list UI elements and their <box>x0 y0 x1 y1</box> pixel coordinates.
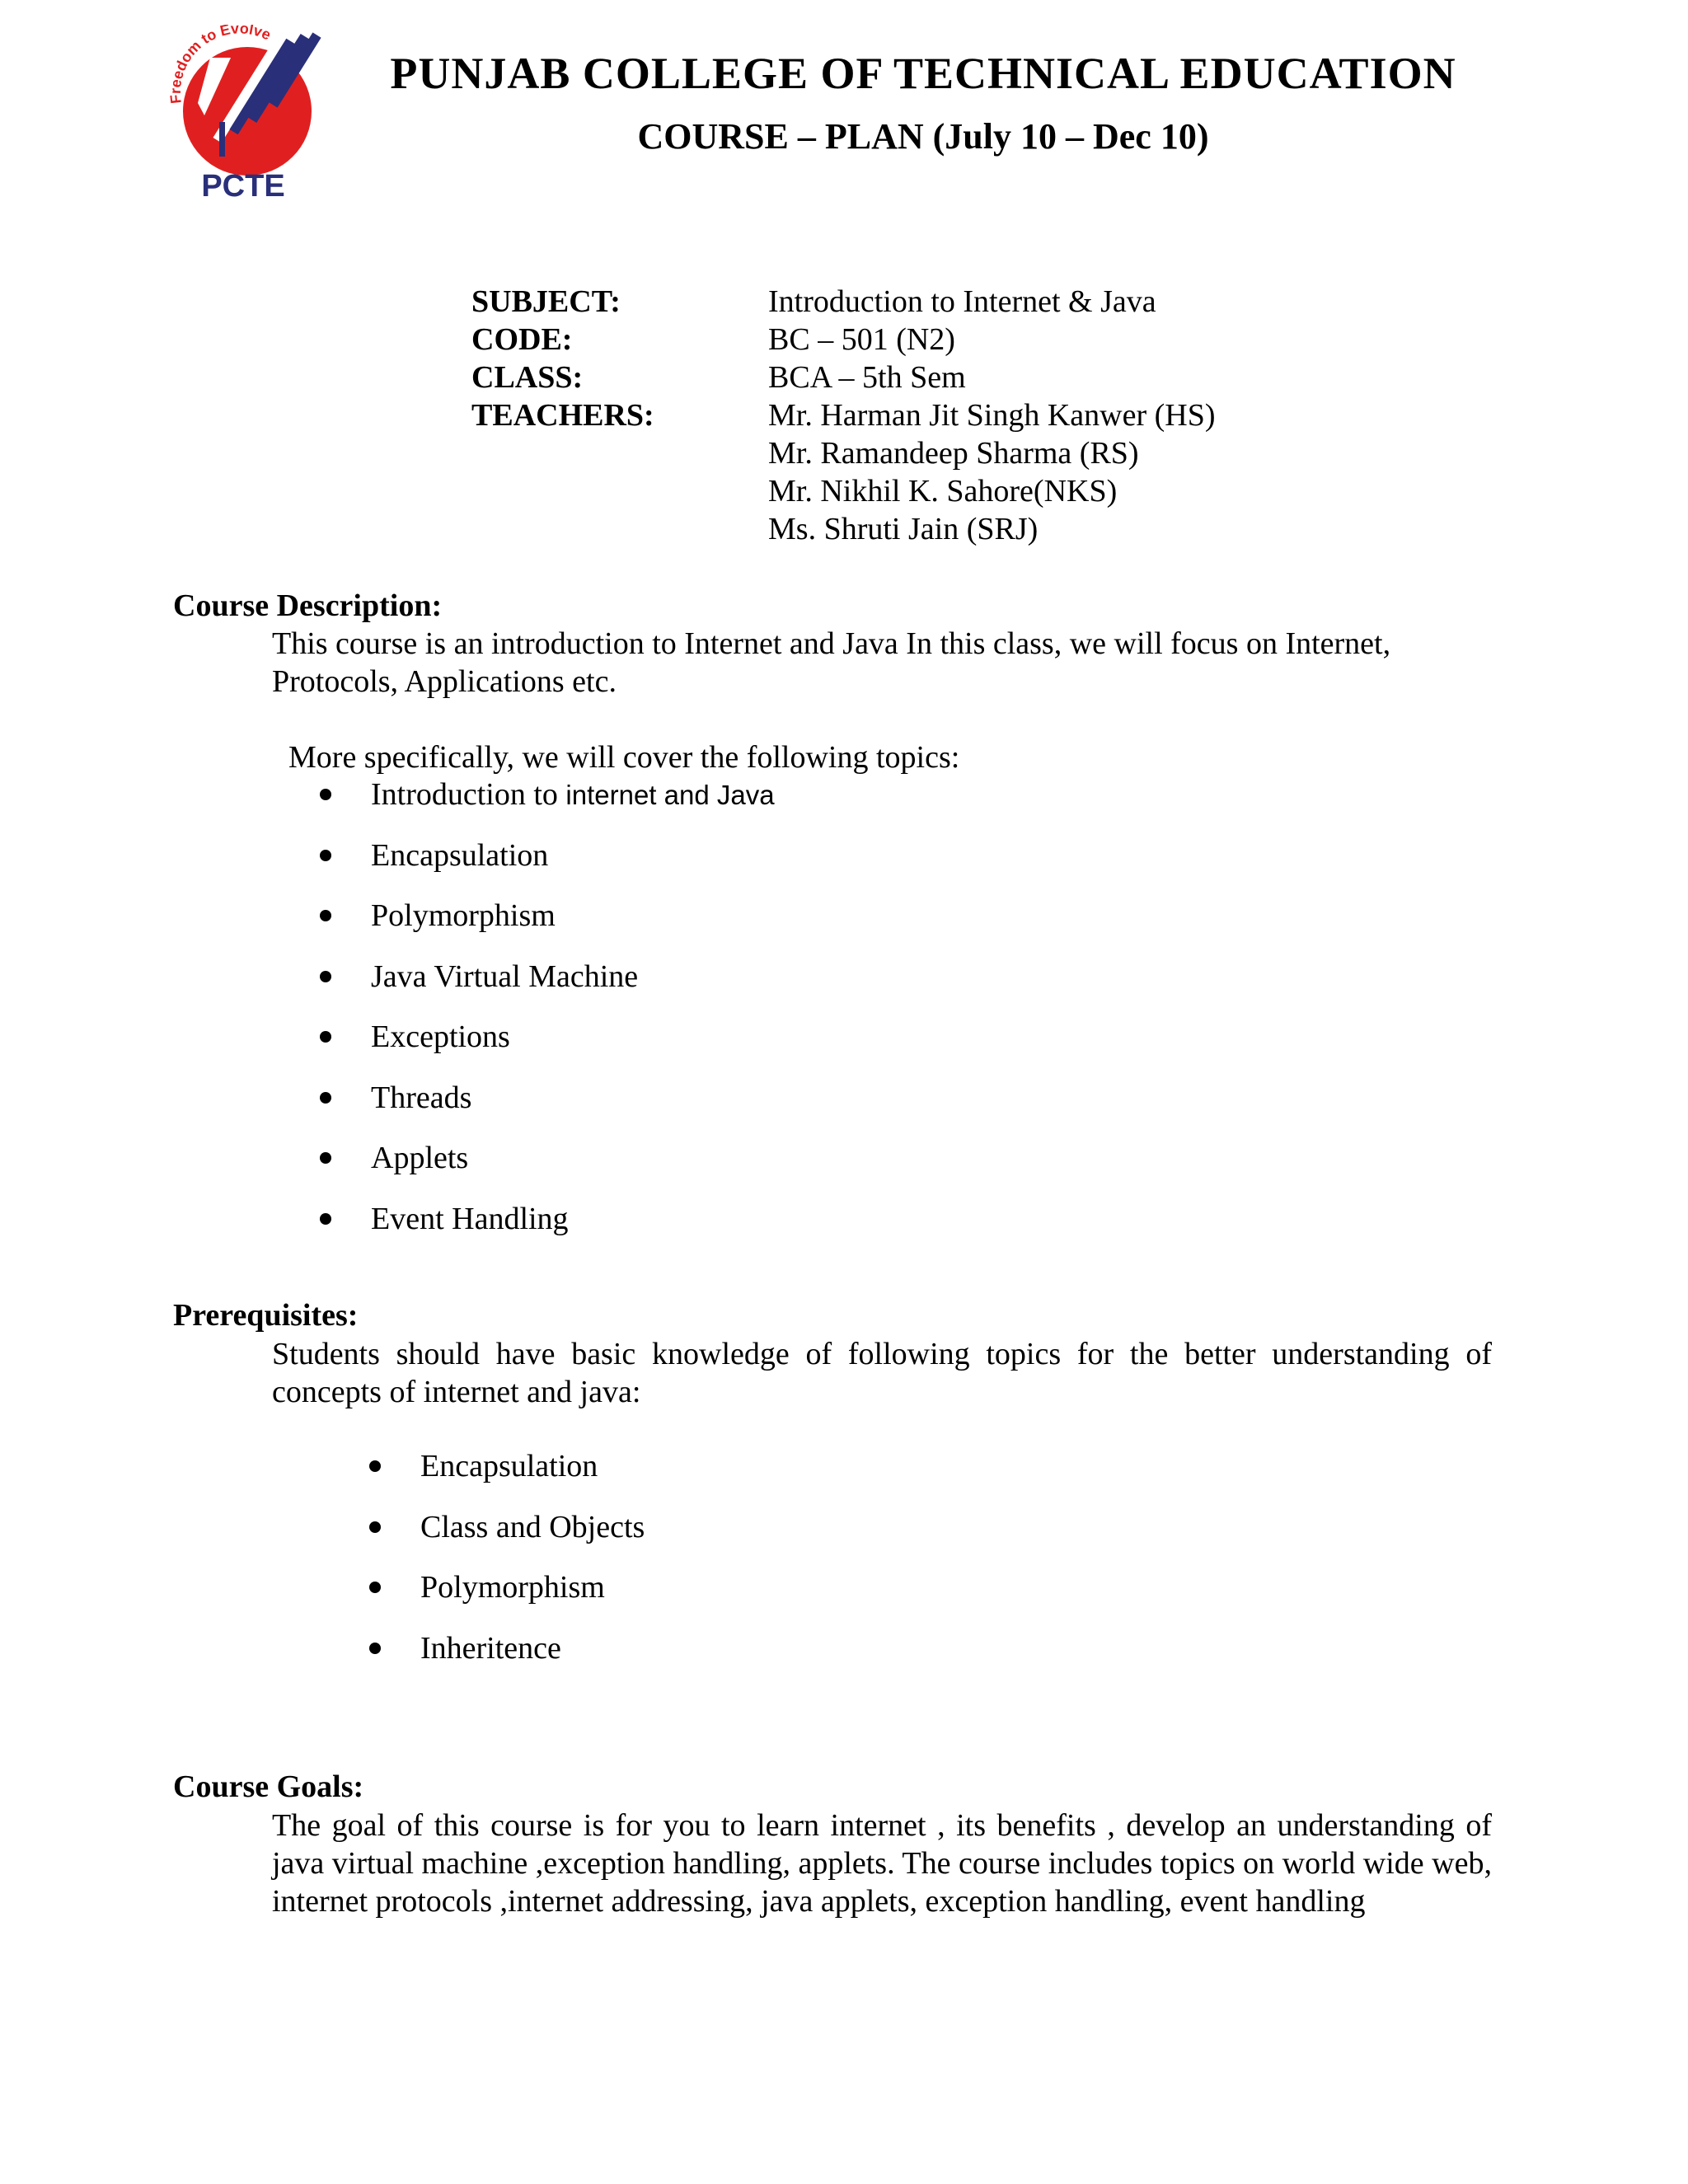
bullet-icon <box>369 1643 381 1654</box>
bullet-icon <box>320 971 331 982</box>
code-label: CODE: <box>471 322 573 357</box>
class-value: BCA – 5th Sem <box>768 360 966 395</box>
class-label: CLASS: <box>471 360 584 395</box>
topic-suffix: internet and Java <box>565 780 775 810</box>
logo-slogan: Freedom to Evolve <box>166 25 274 105</box>
bullet-icon <box>369 1582 381 1593</box>
prerequisite-label: Inheritence <box>420 1630 561 1666</box>
list-item <box>371 958 775 1019</box>
prerequisite-label: Encapsulation <box>420 1449 598 1483</box>
course-info <box>471 283 1215 548</box>
list-item <box>371 776 775 837</box>
page-subtitle: COURSE – PLAN (July 10 – Dec 10) <box>637 116 1209 157</box>
logo-text: PCTE <box>201 169 285 204</box>
subject-label: SUBJECT: <box>471 284 621 319</box>
course-goals-heading: Course Goals: <box>173 1769 364 1804</box>
list-item <box>420 1447 645 1508</box>
pcte-logo <box>165 25 330 206</box>
page-title: PUNJAB COLLEGE OF TECHNICAL EDUCATION <box>390 49 1456 98</box>
bullet-icon <box>320 910 331 921</box>
list-item <box>371 837 775 898</box>
teacher-name: Ms. Shruti Jain (SRJ) <box>768 512 1039 546</box>
prerequisites-list <box>420 1447 645 1690</box>
list-item <box>371 897 775 958</box>
list-item <box>420 1508 645 1569</box>
list-item <box>420 1568 645 1629</box>
course-goals-text: The goal of this course is for you to learn internet , its benefits , develop an understanding of java virtual machine ,exception handling, applets. The course includes topics on world wide web, internet protocols ,internet addressing, java applets, exception handling, event handling <box>272 1808 1492 1919</box>
bullet-icon <box>320 1031 331 1043</box>
prerequisites-text: Students should have basic knowledge of following topics for the better understanding of concepts of internet and java: <box>272 1337 1492 1409</box>
bullet-icon <box>320 1213 331 1225</box>
topic-label: Applets <box>371 1141 469 1175</box>
bullet-icon <box>320 1152 331 1164</box>
teacher-name: Mr. Harman Jit Singh Kanwer (HS) <box>768 398 1216 433</box>
topics-intro: More specifically, we will cover the following topics: <box>288 740 960 775</box>
teachers-label: TEACHERS: <box>471 398 654 433</box>
topic-label: Event Handling <box>371 1201 569 1236</box>
prerequisite-label: Class and Objects <box>420 1509 645 1544</box>
teachers-list <box>768 396 1215 548</box>
topic-label: Threads <box>371 1080 472 1115</box>
list-item <box>371 1139 775 1200</box>
subject-row <box>471 283 1215 321</box>
list-item <box>371 1079 775 1140</box>
bullet-icon <box>320 1092 331 1104</box>
teacher-name: Mr. Ramandeep Sharma (RS) <box>768 436 1139 471</box>
prerequisites-heading: Prerequisites: <box>173 1298 359 1333</box>
code-row <box>471 321 1215 359</box>
topics-list <box>371 776 775 1260</box>
bullet-icon <box>369 1521 381 1533</box>
teacher-name: Mr. Nikhil K. Sahore(NKS) <box>768 474 1118 509</box>
list-item <box>420 1629 645 1690</box>
topic-label: Exceptions <box>371 1019 510 1054</box>
topic-prefix: Introduction to <box>371 777 558 812</box>
class-row <box>471 359 1215 396</box>
pcte-logo-graphic <box>165 25 330 206</box>
teachers-row <box>471 396 1215 548</box>
list-item <box>371 1018 775 1079</box>
topic-label: Encapsulation <box>371 837 549 873</box>
bullet-icon <box>369 1460 381 1472</box>
list-item <box>371 1200 775 1261</box>
bullet-icon <box>320 789 331 800</box>
course-description-heading: Course Description: <box>173 588 443 623</box>
topic-label: Java Virtual Machine <box>371 958 639 994</box>
bullet-icon <box>320 850 331 861</box>
code-value: BC – 501 (N2) <box>768 322 955 357</box>
topic-label: Polymorphism <box>371 898 556 933</box>
course-description-text: This course is an introduction to Internet and Java In this class, we will focus on Internet, Protocols, Applications etc. <box>272 626 1391 699</box>
subject-value: Introduction to Internet & Java <box>768 284 1156 319</box>
prerequisite-label: Polymorphism <box>420 1570 605 1605</box>
